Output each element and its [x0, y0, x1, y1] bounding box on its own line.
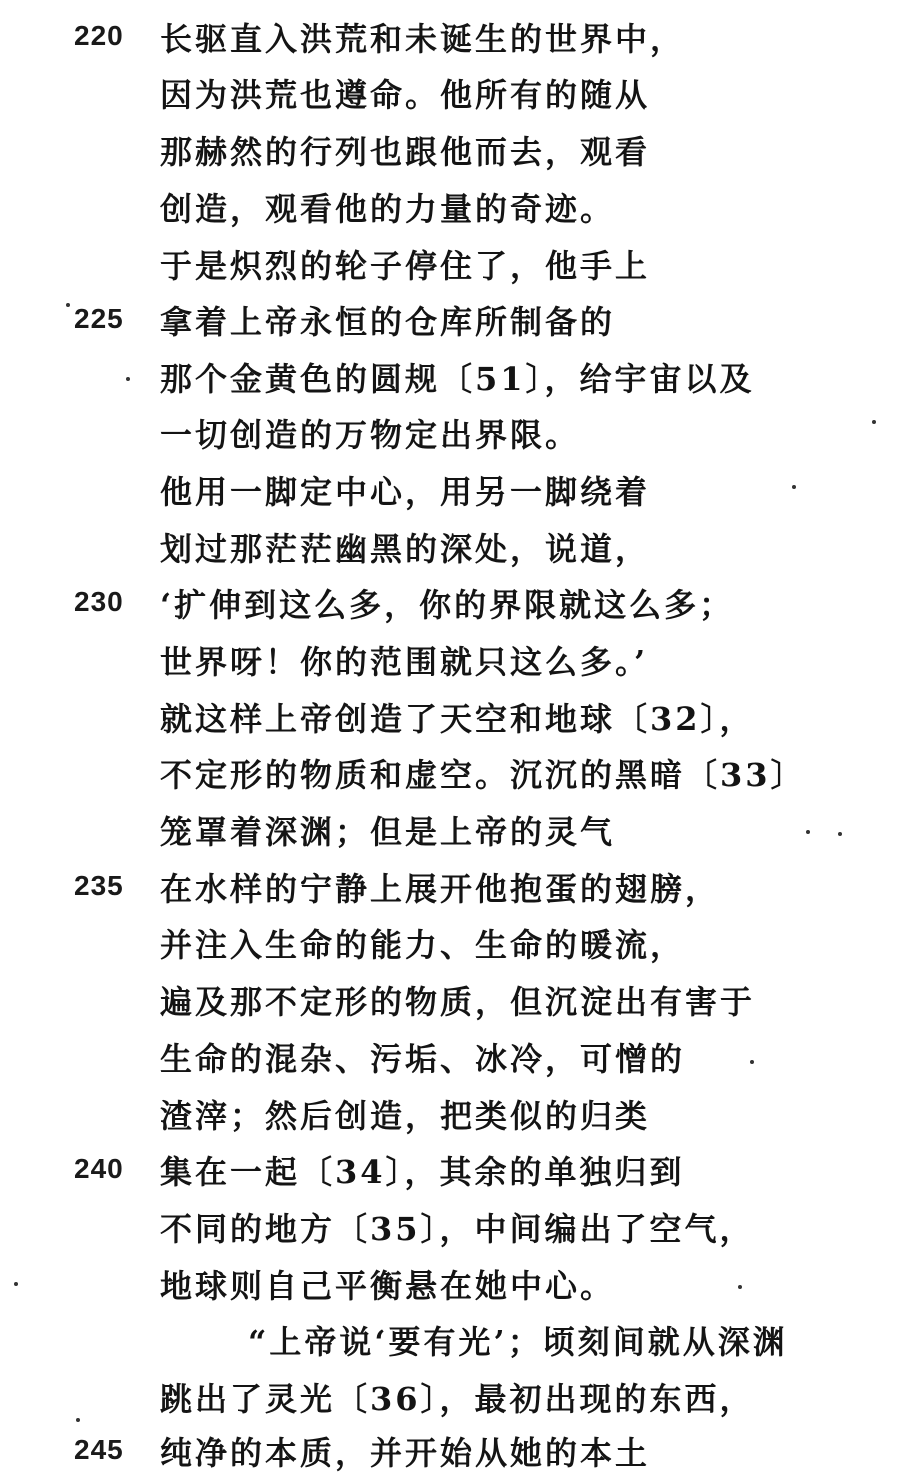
poem-line: [0, 1313, 900, 1369]
poem-line: [0, 916, 900, 972]
line-text: 创造，观看他的力量的奇迹。: [160, 190, 616, 228]
poem-line: [0, 1143, 900, 1199]
poem-line: [0, 860, 900, 916]
line-text: 世界呀！你的范围就只这么多。’: [160, 643, 649, 681]
poem-line: [0, 1200, 900, 1256]
poem-line: [0, 123, 900, 179]
poem-line: [0, 576, 900, 632]
line-number: 245: [74, 1434, 124, 1465]
poem-line: [0, 746, 900, 802]
poem-line: [0, 463, 900, 519]
line-number: 230: [74, 586, 124, 617]
scan-speck: [806, 830, 810, 834]
scan-speck: [126, 377, 130, 381]
line-text: 集在一起〔34〕，其余的单独归到: [160, 1153, 685, 1191]
poem-line: [0, 520, 900, 576]
scan-speck: [792, 485, 796, 489]
line-text: 渣滓；然后创造，把类似的归类: [160, 1097, 651, 1135]
poem-line: [0, 973, 900, 1029]
line-text: 拿着上帝永恒的仓库所制备的: [160, 303, 616, 341]
poem-line: [0, 1087, 900, 1143]
line-text: 那个金黄色的圆规〔51〕，给宇宙以及: [160, 360, 755, 398]
scan-speck: [872, 420, 876, 424]
line-text: 遍及那不定形的物质，但沉淀出有害于: [160, 983, 756, 1021]
poem-line: [0, 293, 900, 349]
line-text: 那赫然的行列也跟他而去，观看: [160, 133, 651, 171]
line-text: “上帝说‘要有光’；顷刻间就从深渊: [248, 1323, 788, 1361]
poem-line: [0, 1257, 900, 1313]
line-text: 长驱直入洪荒和未诞生的世界中，: [160, 20, 686, 58]
poem-line: [0, 803, 900, 859]
scan-speck: [66, 303, 70, 307]
line-text: 地球则自己平衡悬在她中心。: [160, 1267, 616, 1305]
line-number: 235: [74, 870, 124, 901]
line-text: 并注入生命的能力、生命的暖流，: [160, 926, 686, 964]
poem-line: [0, 10, 900, 66]
poem-line: [0, 1030, 900, 1086]
poem-line: [0, 350, 900, 406]
scan-speck: [14, 1282, 18, 1286]
line-text: 不同的地方〔35〕，中间编出了空气，: [160, 1210, 755, 1248]
poem-line: [0, 1370, 900, 1426]
scan-speck: [838, 832, 842, 836]
line-text: 笼罩着深渊；但是上帝的灵气: [160, 813, 616, 851]
scan-speck: [738, 1285, 742, 1289]
poem-line: [0, 180, 900, 236]
line-number: 225: [74, 303, 124, 334]
line-text: 他用一脚定中心，用另一脚绕着: [160, 473, 651, 511]
line-text: 于是炽烈的轮子停住了，他手上: [160, 247, 651, 285]
line-text: 纯净的本质，并开始从她的本土: [160, 1434, 651, 1472]
poem-line: [0, 1424, 900, 1480]
scan-speck: [750, 1060, 754, 1064]
line-text: 因为洪荒也遵命。他所有的随从: [160, 76, 651, 114]
line-number: 220: [74, 20, 124, 51]
scan-speck: [76, 1418, 80, 1422]
line-text: 生命的混杂、污垢、冰冷，可憎的: [160, 1040, 686, 1078]
line-text: 在水样的宁静上展开他抱蛋的翅膀，: [160, 870, 721, 908]
poem-line: [0, 633, 900, 689]
poem-line: [0, 690, 900, 746]
line-text: 跳出了灵光〔36〕，最初出现的东西，: [160, 1380, 755, 1418]
poem-line: [0, 406, 900, 462]
line-text: 划过那茫茫幽黑的深处，说道，: [160, 530, 651, 568]
line-text: 一切创造的万物定出界限。: [160, 416, 581, 454]
poem-line: [0, 237, 900, 293]
poem-line: [0, 66, 900, 122]
line-text: ‘扩伸到这么多，你的界限就这么多；: [160, 586, 735, 624]
line-text: 不定形的物质和虚空。沉沉的黑暗〔33〕: [160, 756, 806, 794]
line-number: 240: [74, 1153, 124, 1184]
line-text: 就这样上帝创造了天空和地球〔32〕，: [160, 700, 755, 738]
